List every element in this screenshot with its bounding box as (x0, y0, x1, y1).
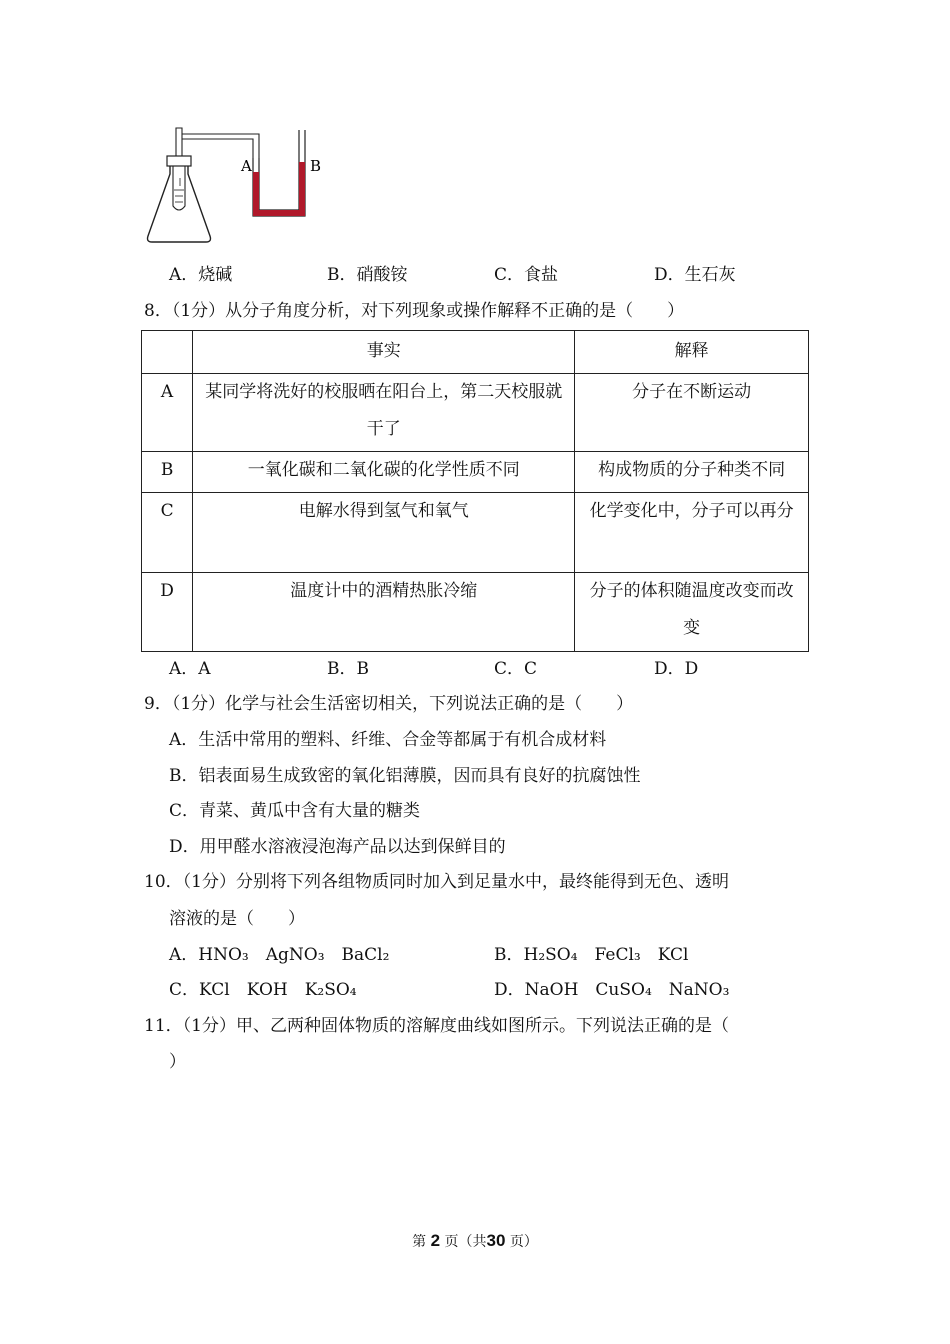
q7-option-a: A．烧碱 (169, 265, 233, 285)
q11-stem-line1: 11．（1分）甲、乙两种固体物质的溶解度曲线如图所示。下列说法正确的是（ (144, 1016, 729, 1036)
q9-stem: 9．（1分）化学与社会生活密切相关，下列说法正确的是（ ） (144, 694, 634, 714)
q8-option-c: C．C (494, 659, 538, 679)
q10-stem-line2: 溶液的是（ ） (169, 909, 305, 929)
row-fact: 某同学将洗好的校服晒在阳台上，第二天校服就干了 (193, 374, 575, 452)
q8-option-a: A．A (169, 659, 211, 679)
row-fact: 一氧化碳和二氧化碳的化学性质不同 (193, 452, 575, 493)
table-header-fact: 事实 (193, 331, 575, 374)
q9-option-d: D．用甲醛水溶液浸泡海产品以达到保鲜目的 (169, 837, 506, 857)
footer-suffix: 页） (509, 1234, 538, 1250)
label-a: A (241, 157, 252, 175)
table-row (142, 452, 809, 493)
q7-option-d: D．生石灰 (654, 265, 736, 285)
q10-option-d: D．NaOH CuSO₄ NaNO₃ (494, 980, 730, 1000)
q8-option-b: B．B (327, 659, 369, 679)
footer-prefix: 第 (412, 1234, 427, 1250)
q9-option-c: C．青菜、黄瓜中含有大量的糖类 (169, 801, 421, 821)
table-row (142, 493, 809, 573)
q7-option-c: C．食盐 (494, 265, 559, 285)
footer-middle: 页（共 (444, 1234, 487, 1250)
table-header-empty (142, 331, 193, 374)
q8-table (141, 330, 809, 652)
row-explanation: 分子的体积随温度改变而改变 (575, 573, 809, 652)
table-row (142, 573, 809, 652)
q11-stem-line2: ） (169, 1052, 186, 1072)
q7-option-b: B．硝酸铵 (327, 265, 408, 285)
table-header-explanation: 解释 (575, 331, 809, 374)
row-fact: 温度计中的酒精热胀冷缩 (193, 573, 575, 652)
q9-option-a: A．生活中常用的塑料、纤维、合金等都属于有机合成材料 (169, 730, 607, 750)
q10-stem-line1: 10．（1分）分别将下列各组物质同时加入到足量水中，最终能得到无色、透明 (144, 872, 729, 892)
q8-stem: 8．（1分）从分子角度分析，对下列现象或操作解释不正确的是（ ） (144, 301, 685, 321)
row-key: D (142, 573, 193, 652)
apparatus-figure (140, 122, 340, 250)
row-explanation: 构成物质的分子种类不同 (575, 452, 809, 493)
q10-option-c: C．KCl KOH K₂SO₄ (169, 980, 357, 1000)
table-row (142, 374, 809, 452)
q10-option-a: A．HNO₃ AgNO₃ BaCl₂ (169, 945, 390, 965)
q8-option-d: D．D (654, 659, 699, 679)
label-b: B (310, 157, 322, 175)
row-explanation: 分子在不断运动 (575, 374, 809, 452)
row-explanation: 化学变化中，分子可以再分 (575, 493, 809, 573)
row-fact: 电解水得到氢气和氧气 (193, 493, 575, 573)
page-total: 30 (486, 1231, 506, 1250)
q9-option-b: B．铝表面易生成致密的氧化铝薄膜，因而具有良好的抗腐蚀性 (169, 766, 641, 786)
page-footer (0, 1231, 950, 1251)
page-number: 2 (430, 1231, 441, 1250)
row-key: C (142, 493, 193, 573)
q10-option-b: B．H₂SO₄ FeCl₃ KCl (494, 945, 689, 965)
row-key: B (142, 452, 193, 493)
row-key: A (142, 374, 193, 452)
